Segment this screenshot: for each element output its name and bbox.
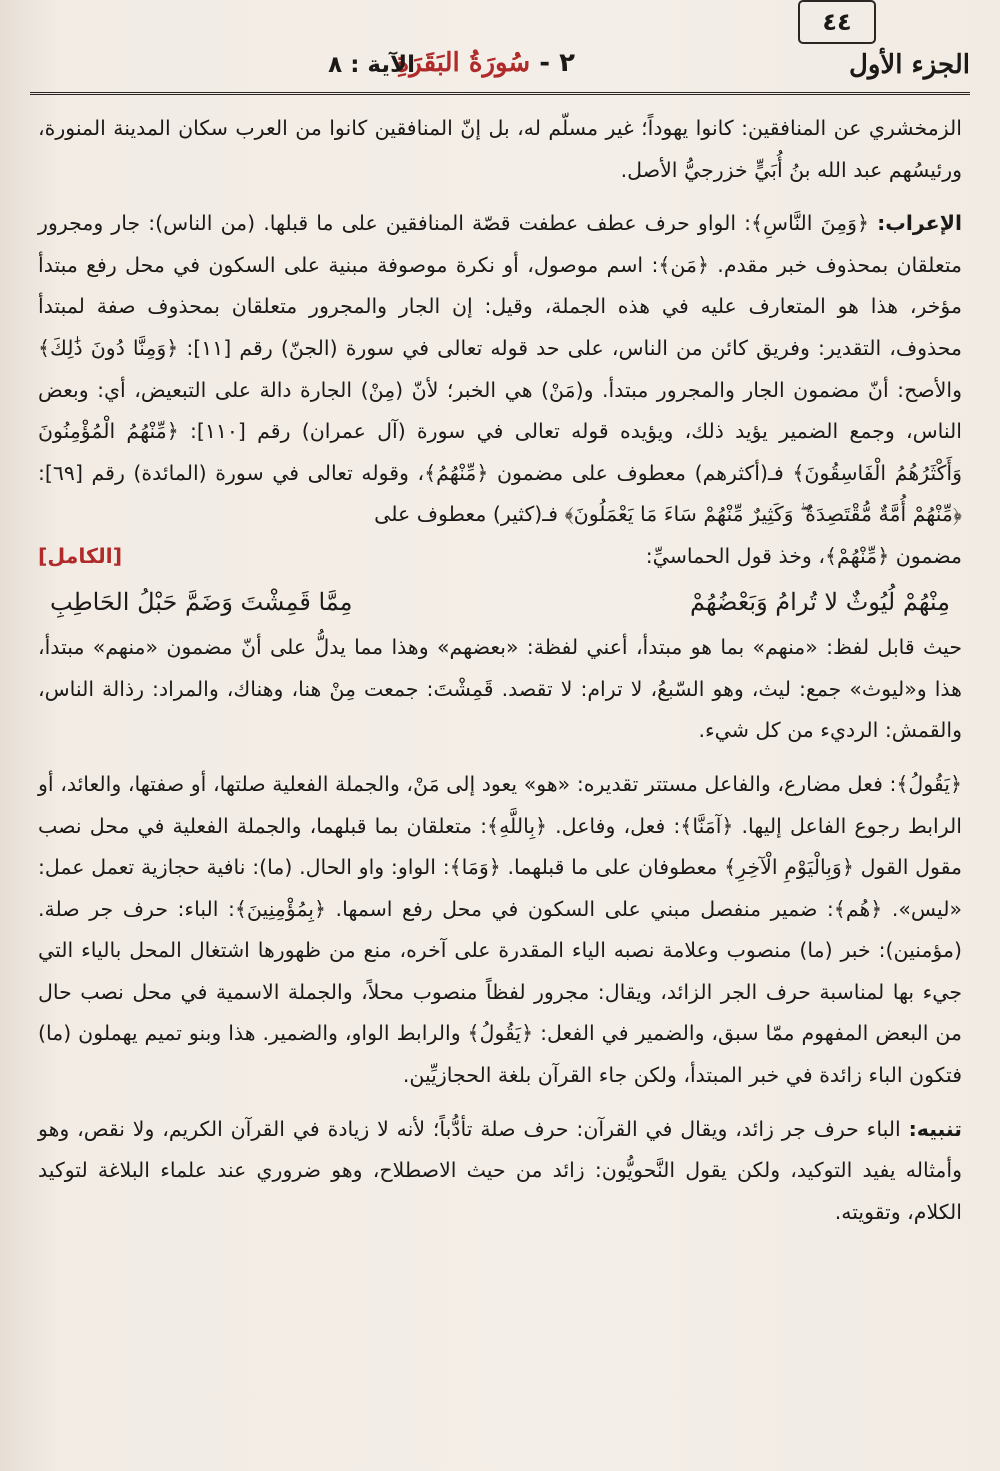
verse-first-hemistich: مِنْهُمْ لُيُوثٌ لا تُرامُ وَبَعْضُهُمْ: [689, 587, 950, 616]
poetic-meter: [الكامل]: [38, 543, 123, 568]
ayah-number: الآية : ٨: [328, 52, 415, 78]
poetry-verse: [50, 582, 950, 624]
surah-name: سُورَةُ البَقَرَةِ: [395, 48, 531, 78]
paragraph-text: ﴿وَمِنَ النَّاسِ﴾: الواو حرف عطف عطفت قصّة المنافقين على ما قبلها. (من الناس): جار ومجرور متعلقان بمحذوف خبر مقدم. ﴿مَن﴾: اسم موصول، أو نكرة موصوفة مبنية على السكون في محل رفع مبتدأ مؤخر، هذا هو المتعارف عليه في هذه الجملة، وقيل: إن الجار والمجرور متعلقان بمحذوف صفة لمبتدأ محذوف، التقدير: وفريق كائن من الناس، على حد قوله تعالى في سورة (الجنّ) رقم [١١]: ﴿وَمِنَّا دُونَ ذَٰلِكَ﴾ والأصح: أنّ مضمون الجار والمجرور مبتدأ. و(مَنْ) هي الخبر؛ لأنّ (مِنْ) الجارة دالة على التبعيض، أي: وبعض الناس، وجمع الضمير يؤيد ذلك، ويؤيده قوله تعالى في سورة (آل عمران) رقم [١١٠]: ﴿مِّنْهُمُ الْمُؤْمِنُونَ وَأَكْثَرُهُمُ الْفَاسِقُونَ﴾ فـ(أكثرهم) معطوف على مضمون ﴿مِّنْهُمُ﴾، وقوله تعالى في سورة (المائدة) رقم [٦٩]: ﴿مِّنْهُمْ أُمَّةٌ مُّقْتَصِدَةٌ ۖ وَكَثِيرٌ مِّنْهُمْ سَاءَ مَا يَعْمَلُونَ﴾ فـ(كثير) معطوف على: [38, 211, 963, 527]
page-body: [38, 108, 962, 1233]
surah-title: [396, 48, 575, 78]
paragraph-irab: [38, 203, 962, 536]
quote-intro: مضمون ﴿مِّنْهُمْ﴾، وخذ قول الحماسيِّ:: [645, 543, 962, 568]
note-label: تنبيه:: [908, 1116, 962, 1141]
header-divider: [30, 92, 970, 95]
paragraph-yaqulu: [38, 764, 962, 1097]
paragraph-note: [38, 1109, 962, 1234]
paragraph-text: ﴿يَقُولُ﴾: فعل مضارع، والفاعل مستتر تقديره: «هو» يعود إلى مَنْ، والجملة الفعلية صلتها، أو صفتها، والعائد، أو الرابط رجوع الفاعل إليها. ﴿آمَنَّا﴾: فعل، وفاعل. ﴿بِاللَّهِ﴾: متعلقان بما قبلهما، والجملة الفعلية في محل نصب مقول القول ﴿وَبِالْيَوْمِ الْآخِرِ﴾ معطوفان على ما قبلهما. ﴿وَمَا﴾: الواو: واو الحال. (ما): نافية حجازية تعمل عمل: «ليس». ﴿هُم﴾: ضمير منفصل مبني على السكون في محل رفع اسمها. ﴿بِمُؤْمِنِينَ﴾: الباء: حرف جر صلة. (مؤمنين): خبر (ما) منصوب وعلامة نصبه الياء المقدرة على آخره، منع من ظهورها اشتغال المحل بالياء التي جيء بها لمناسبة حرف الجر الزائد، ويقال: مجرور لفظاً منصوب محلاً، والجملة الاسمية في محل نصب حال من البعض المفهوم ممّا سبق، والضمير في الفعل: ﴿يَقُولُ﴾ والرابط الواو، والضمير. هذا وبنو تميم يهملون (ما) فتكون الباء زائدة في خبر المبتدأ، ولكن جاء القرآن بلغة الحجازيِّين.: [38, 771, 962, 1088]
page-header: [30, 42, 970, 90]
verse-second-hemistich: مِمَّا قَمِشْتَ وَضَمَّ حَبْلُ الحَاطِبِ: [50, 587, 353, 616]
surah-number: ٢ -: [539, 48, 575, 78]
paragraph-text: حيث قابل لفظ: «منهم» بما هو مبتدأ، أعني لفظة: «بعضهم» وهذا مما يدلُّ على أنّ مضمون «منهم» مبتدأ، هذا و«ليوث» جمع: ليث، وهو السّبعُ، لا ترام: لا تقصد. قَمِشْتَ: جمعت مِنْ هنا، وهناك، والمراد: رذالة الناس، والقمش: الرديء من كل شيء.: [38, 635, 962, 743]
quote-intro-row: [38, 536, 962, 578]
paragraph-intro: [38, 108, 962, 191]
paragraph-explanation: [38, 627, 962, 752]
page-number: ٤٤: [798, 0, 876, 44]
part-title: الجزء الأول: [848, 50, 970, 80]
irab-label: الإعراب:: [877, 211, 962, 236]
paragraph-text: الباء حرف جر زائد، ويقال في القرآن: حرف صلة تأدُّباً؛ لأنه لا زيادة في القرآن الكريم، ولا نقص، وهو وأمثاله يفيد التوكيد، ولكن يقول النَّحويُّون: زائد من حيث الاصطلاح، وهو ضروري عند علماء البلاغة لتوكيد الكلام، وتقويته.: [38, 1116, 962, 1224]
paragraph-text: الزمخشري عن المنافقين: كانوا يهوداً؛ غير مسلّم له، بل إنّ المنافقين كانوا من العرب سكان المدينة المنورة، ورئيسُهم عبد الله بنُ أُبَيٍّ خزرجيُّ الأصل.: [38, 116, 962, 182]
